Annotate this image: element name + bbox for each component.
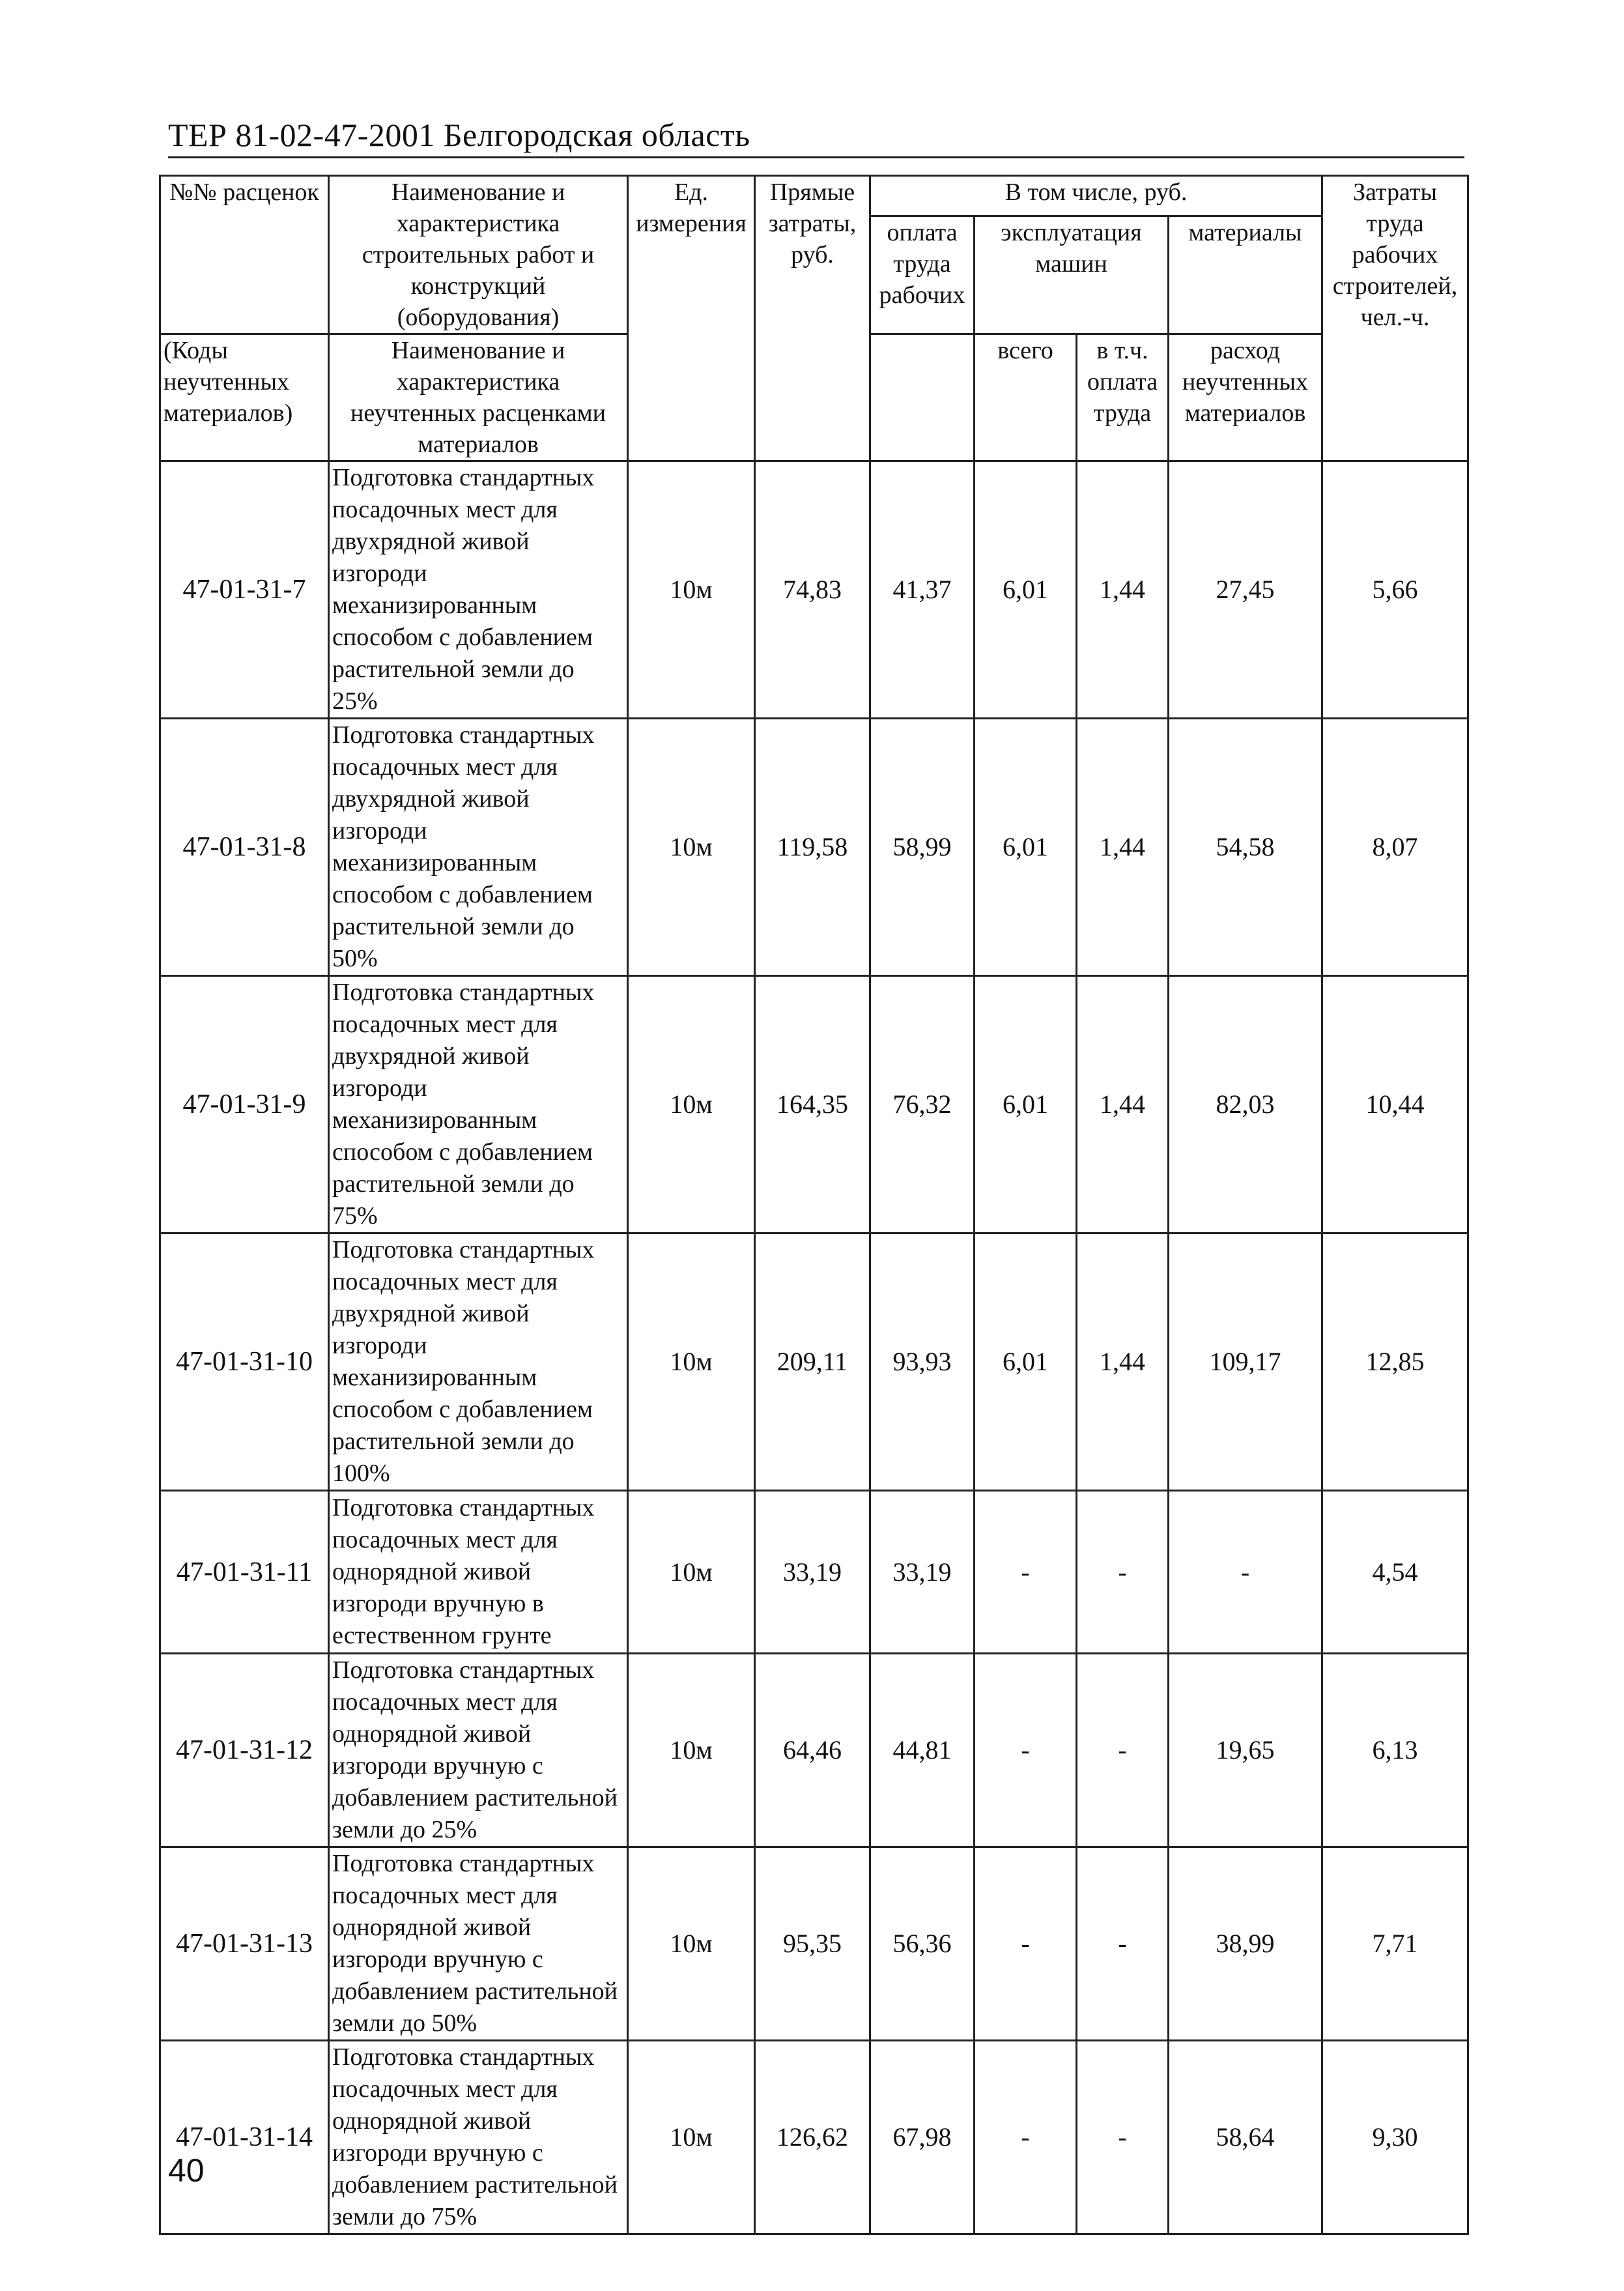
direct-costs-cell: 126,62 — [755, 2041, 870, 2234]
page-number: 40 — [168, 2152, 205, 2189]
direct-costs-cell: 74,83 — [755, 461, 870, 719]
materials-cell: 109,17 — [1169, 1233, 1322, 1491]
machines-total-cell: 6,01 — [975, 976, 1077, 1233]
direct-costs-cell: 119,58 — [755, 719, 870, 976]
wages-cell: 56,36 — [870, 1847, 975, 2041]
rate-code-cell: 47-01-31-7 — [160, 461, 329, 719]
page-header — [168, 116, 1464, 158]
machines-wages-cell: - — [1077, 1847, 1169, 2041]
unit-cell: 10м — [628, 1847, 755, 2041]
machines-total-cell: - — [975, 1491, 1077, 1654]
machines-total-cell: - — [975, 2041, 1077, 2234]
work-description-cell: Подготовка стандартных посадочных мест для двухрядной живой изгороди механизированным способом с добавлением растительной земли до 75% — [329, 976, 628, 1233]
wages-cell: 33,19 — [870, 1491, 975, 1654]
work-description-cell: Подготовка стандартных посадочных мест для двухрядной живой изгороди механизированным способом с добавлением растительной земли до 25% — [329, 461, 628, 719]
machines-total-cell: 6,01 — [975, 719, 1077, 976]
rate-code-cell: 47-01-31-9 — [160, 976, 329, 1233]
materials-cell: 58,64 — [1169, 2041, 1322, 2234]
unit-cell: 10м — [628, 719, 755, 976]
materials-cell: 19,65 — [1169, 1654, 1322, 1847]
machines-wages-cell: 1,44 — [1077, 1233, 1169, 1491]
work-description-cell: Подготовка стандартных посадочных мест для однорядной живой изгороди вручную с добавлением растительной земли до 50% — [329, 1847, 628, 2041]
header-labor: Затраты труда рабочих строителей, чел.-ч. — [1322, 176, 1468, 461]
rate-code-cell: 47-01-31-11 — [160, 1491, 329, 1654]
machines-total-cell: 6,01 — [975, 1233, 1077, 1491]
labor-costs-cell: 12,85 — [1322, 1233, 1468, 1491]
table-row — [160, 461, 1468, 719]
work-description-cell: Подготовка стандартных посадочных мест для двухрядной живой изгороди механизированным способом с добавлением растительной земли до 100% — [329, 1233, 628, 1491]
materials-cell: - — [1169, 1491, 1322, 1654]
unit-cell: 10м — [628, 461, 755, 719]
document-title: ТЕР 81-02-47-2001 Белгородская область — [168, 117, 750, 153]
rate-code-cell: 47-01-31-12 — [160, 1654, 329, 1847]
machines-wages-cell: 1,44 — [1077, 719, 1169, 976]
table-row — [160, 719, 1468, 976]
machines-wages-cell: - — [1077, 1654, 1169, 1847]
labor-costs-cell: 4,54 — [1322, 1491, 1468, 1654]
wages-cell: 93,93 — [870, 1233, 975, 1491]
header-name-sub: Наименование и характеристика неучтенных расценками материалов — [329, 334, 628, 461]
table-row — [160, 976, 1468, 1233]
labor-costs-cell: 7,71 — [1322, 1847, 1468, 2041]
rate-code-cell: 47-01-31-8 — [160, 719, 329, 976]
header-machines-incl-wages: в т.ч. оплата труда — [1077, 334, 1169, 461]
work-description-cell: Подготовка стандартных посадочных мест для однорядной живой изгороди вручную с добавлением растительной земли до 75% — [329, 2041, 628, 2234]
rates-table — [159, 175, 1469, 2235]
direct-costs-cell: 95,35 — [755, 1847, 870, 2041]
materials-cell: 82,03 — [1169, 976, 1322, 1233]
header-wages: оплата труда рабочих — [870, 216, 975, 334]
materials-cell: 54,58 — [1169, 719, 1322, 976]
direct-costs-cell: 64,46 — [755, 1654, 870, 1847]
table-row — [160, 1491, 1468, 1654]
unit-cell: 10м — [628, 2041, 755, 2234]
header-materials-sub: расход неучтенных материалов — [1169, 334, 1322, 461]
work-description-cell: Подготовка стандартных посадочных мест для однорядной живой изгороди вручную с добавлением растительной земли до 25% — [329, 1654, 628, 1847]
unit-cell: 10м — [628, 976, 755, 1233]
machines-total-cell: - — [975, 1654, 1077, 1847]
wages-cell: 76,32 — [870, 976, 975, 1233]
table-row — [160, 1233, 1468, 1491]
header-row-1 — [160, 176, 1468, 216]
work-description-cell: Подготовка стандартных посадочных мест для двухрядной живой изгороди механизированным способом с добавлением растительной земли до 50% — [329, 719, 628, 976]
materials-cell: 38,99 — [1169, 1847, 1322, 2041]
direct-costs-cell: 164,35 — [755, 976, 870, 1233]
labor-costs-cell: 10,44 — [1322, 976, 1468, 1233]
header-direct-costs: Прямые затраты, руб. — [755, 176, 870, 461]
table-body — [160, 176, 1468, 2234]
machines-wages-cell: - — [1077, 1491, 1169, 1654]
header-wages-empty — [870, 334, 975, 461]
header-code-sub: (Коды неучтенных материалов) — [160, 334, 329, 461]
materials-cell: 27,45 — [1169, 461, 1322, 719]
table-row — [160, 2041, 1468, 2234]
unit-cell: 10м — [628, 1654, 755, 1847]
header-name: Наименование и характеристика строительных работ и конструкций (оборудования) — [329, 176, 628, 334]
header-materials: материалы — [1169, 216, 1322, 334]
machines-wages-cell: 1,44 — [1077, 461, 1169, 719]
wages-cell: 44,81 — [870, 1654, 975, 1847]
machines-wages-cell: 1,44 — [1077, 976, 1169, 1233]
header-unit: Ед. измерения — [628, 176, 755, 461]
unit-cell: 10м — [628, 1233, 755, 1491]
header-code: №№ расценок — [160, 176, 329, 334]
labor-costs-cell: 5,66 — [1322, 461, 1468, 719]
rate-code-cell: 47-01-31-14 — [160, 2041, 329, 2234]
work-description-cell: Подготовка стандартных посадочных мест для однорядной живой изгороди вручную в естественном грунте — [329, 1491, 628, 1654]
labor-costs-cell: 8,07 — [1322, 719, 1468, 976]
direct-costs-cell: 33,19 — [755, 1491, 870, 1654]
table-row — [160, 1654, 1468, 1847]
wages-cell: 41,37 — [870, 461, 975, 719]
header-machines: эксплуатация машин — [975, 216, 1169, 334]
wages-cell: 58,99 — [870, 719, 975, 976]
rate-code-cell: 47-01-31-10 — [160, 1233, 329, 1491]
labor-costs-cell: 9,30 — [1322, 2041, 1468, 2234]
header-machines-total: всего — [975, 334, 1077, 461]
wages-cell: 67,98 — [870, 2041, 975, 2234]
table-row — [160, 1847, 1468, 2041]
header-including: В том числе, руб. — [870, 176, 1322, 216]
machines-total-cell: - — [975, 1847, 1077, 2041]
rate-code-cell: 47-01-31-13 — [160, 1847, 329, 2041]
machines-wages-cell: - — [1077, 2041, 1169, 2234]
unit-cell: 10м — [628, 1491, 755, 1654]
direct-costs-cell: 209,11 — [755, 1233, 870, 1491]
machines-total-cell: 6,01 — [975, 461, 1077, 719]
labor-costs-cell: 6,13 — [1322, 1654, 1468, 1847]
